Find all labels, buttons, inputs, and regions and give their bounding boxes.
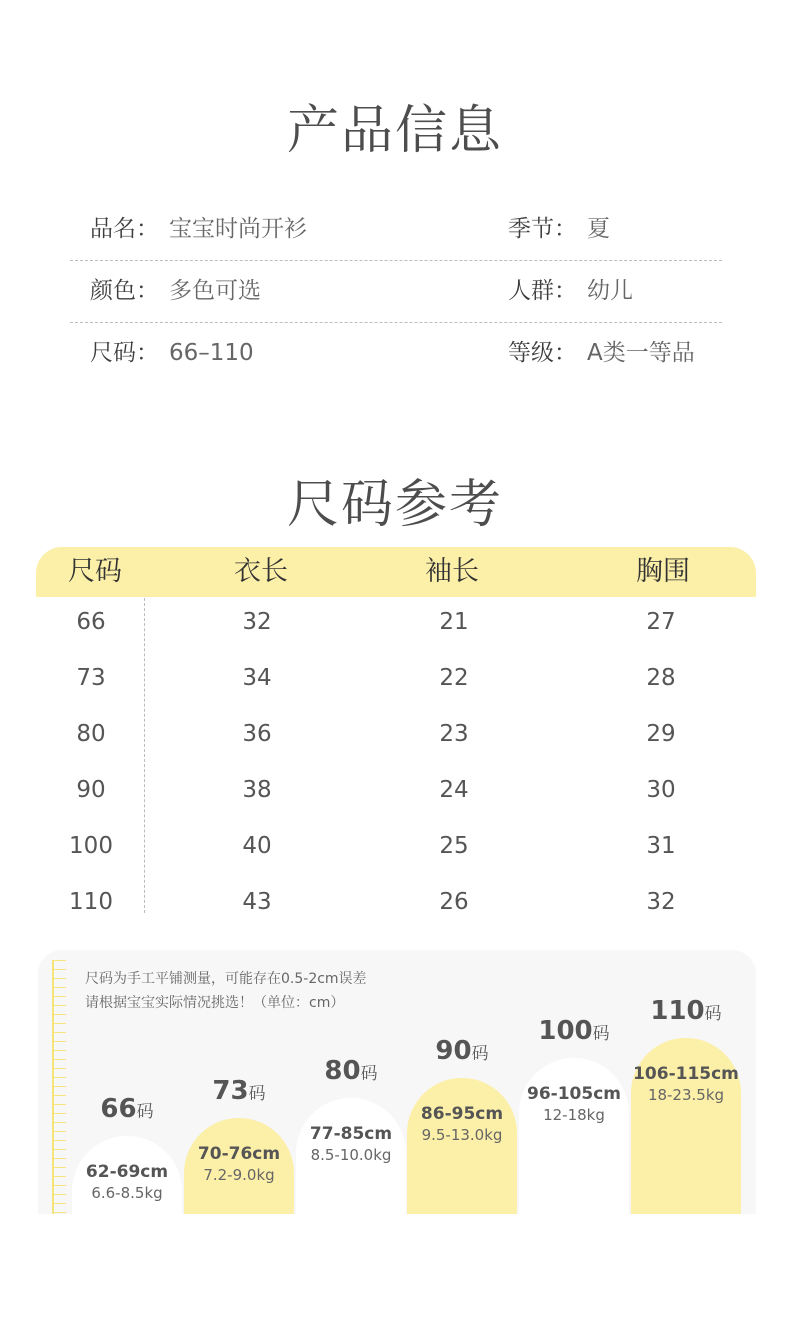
info-key: 品名 (90, 216, 136, 242)
size-guide-label (179, 1076, 299, 1106)
size-unit: 码 (360, 1064, 378, 1084)
size-guide-arch (631, 1038, 741, 1214)
header-sleeve: 袖长 (425, 556, 479, 587)
info-key: 等级 (508, 340, 554, 366)
note-line-2: 请根据宝宝实际情况挑选！（单位：cm） (85, 995, 345, 1011)
table-row (36, 766, 756, 822)
size-unit: 码 (471, 1044, 489, 1064)
table-cell: 40 (242, 833, 272, 859)
size-guide-label (402, 1036, 522, 1066)
info-row-3 (70, 322, 722, 384)
height-range: 86-95cm (420, 1104, 504, 1124)
size-reference-title: 尺码参考 (286, 475, 503, 535)
info-row-1 (70, 198, 722, 261)
header-size: 尺码 (68, 556, 122, 587)
size-guide-label (626, 996, 746, 1026)
header-chest: 胸围 (636, 556, 690, 587)
table-cell: 28 (646, 665, 676, 691)
info-key: 尺码 (90, 340, 136, 366)
ruler-line (52, 960, 54, 1214)
info-grade (508, 322, 695, 384)
size-number: 80 (324, 1056, 361, 1086)
size-table (36, 598, 756, 913)
ruler-decoration (52, 960, 66, 1214)
table-cell: 80 (76, 721, 106, 747)
note-line-1: 尺码为手工平铺测量，可能存在0.5-2cm误差 (85, 971, 367, 987)
table-cell: 32 (646, 889, 676, 915)
table-cell: 26 (439, 889, 469, 915)
size-guide-arch (184, 1118, 294, 1214)
size-guide-label (514, 1016, 634, 1046)
info-name (90, 198, 307, 260)
size-number: 66 (100, 1094, 137, 1124)
size-unit: 码 (704, 1004, 722, 1024)
size-table-header (36, 547, 756, 597)
size-unit: 码 (136, 1102, 154, 1122)
weight-range: 7.2-9.0kg (203, 1166, 275, 1184)
table-cell: 73 (76, 665, 106, 691)
product-info-title: 产品信息 (286, 101, 503, 161)
info-separator: ： (554, 340, 577, 366)
info-separator: ： (554, 278, 577, 304)
table-cell: 27 (646, 609, 676, 635)
weight-range: 6.6-8.5kg (91, 1184, 163, 1202)
info-key: 颜色 (90, 278, 136, 304)
table-cell: 30 (646, 777, 676, 803)
table-cell: 22 (439, 665, 469, 691)
size-number: 90 (435, 1036, 472, 1066)
info-season (508, 198, 610, 260)
table-cell: 25 (439, 833, 469, 859)
info-value: 夏 (587, 216, 610, 242)
table-cell: 23 (439, 721, 469, 747)
size-guide-arch (519, 1058, 629, 1214)
table-row (36, 598, 756, 654)
table-cell: 90 (76, 777, 106, 803)
info-separator: ： (136, 278, 159, 304)
table-cell: 66 (76, 609, 106, 635)
weight-range: 12-18kg (543, 1106, 605, 1124)
size-guide-label (291, 1056, 411, 1086)
info-audience (508, 260, 633, 322)
table-cell: 36 (242, 721, 272, 747)
info-separator: ： (554, 216, 577, 242)
height-range: 96-105cm (527, 1084, 621, 1104)
table-row (36, 710, 756, 766)
size-unit: 码 (592, 1024, 610, 1044)
table-cell: 31 (646, 833, 676, 859)
info-separator: ： (136, 216, 159, 242)
table-row (36, 654, 756, 710)
table-cell: 29 (646, 721, 676, 747)
table-cell: 34 (242, 665, 272, 691)
size-number: 100 (538, 1016, 593, 1046)
info-color (90, 260, 261, 322)
size-guide-arch (407, 1078, 517, 1214)
size-number: 73 (212, 1076, 249, 1106)
table-cell: 21 (439, 609, 469, 635)
size-guide-panel (38, 950, 756, 1214)
table-cell: 24 (439, 777, 469, 803)
info-size (90, 322, 254, 384)
info-separator: ： (136, 340, 159, 366)
table-cell: 38 (242, 777, 272, 803)
size-guide-label (67, 1094, 187, 1124)
info-key: 人群 (508, 278, 554, 304)
table-cell: 32 (242, 609, 272, 635)
size-guide-arch (296, 1098, 406, 1214)
height-range: 62-69cm (85, 1162, 169, 1182)
info-row-2 (70, 260, 722, 323)
table-row (36, 822, 756, 878)
info-value: 66–110 (169, 340, 254, 366)
header-length: 衣长 (234, 556, 288, 587)
height-range: 106-115cm (633, 1064, 739, 1084)
info-value: 幼儿 (587, 278, 633, 304)
info-key: 季节 (508, 216, 554, 242)
weight-range: 9.5-13.0kg (421, 1126, 503, 1144)
height-range: 70-76cm (197, 1144, 281, 1164)
info-value: 多色可选 (169, 278, 261, 304)
size-number: 110 (650, 996, 705, 1026)
size-unit: 码 (248, 1084, 266, 1104)
table-cell: 100 (69, 833, 113, 859)
size-guide-arch (72, 1136, 182, 1214)
table-cell: 43 (242, 889, 272, 915)
table-cell: 110 (69, 889, 113, 915)
info-value: A类一等品 (587, 340, 695, 366)
weight-range: 18-23.5kg (647, 1086, 725, 1104)
height-range: 77-85cm (309, 1124, 393, 1144)
table-row (36, 878, 756, 934)
info-value: 宝宝时尚开衫 (169, 216, 307, 242)
weight-range: 8.5-10.0kg (310, 1146, 392, 1164)
